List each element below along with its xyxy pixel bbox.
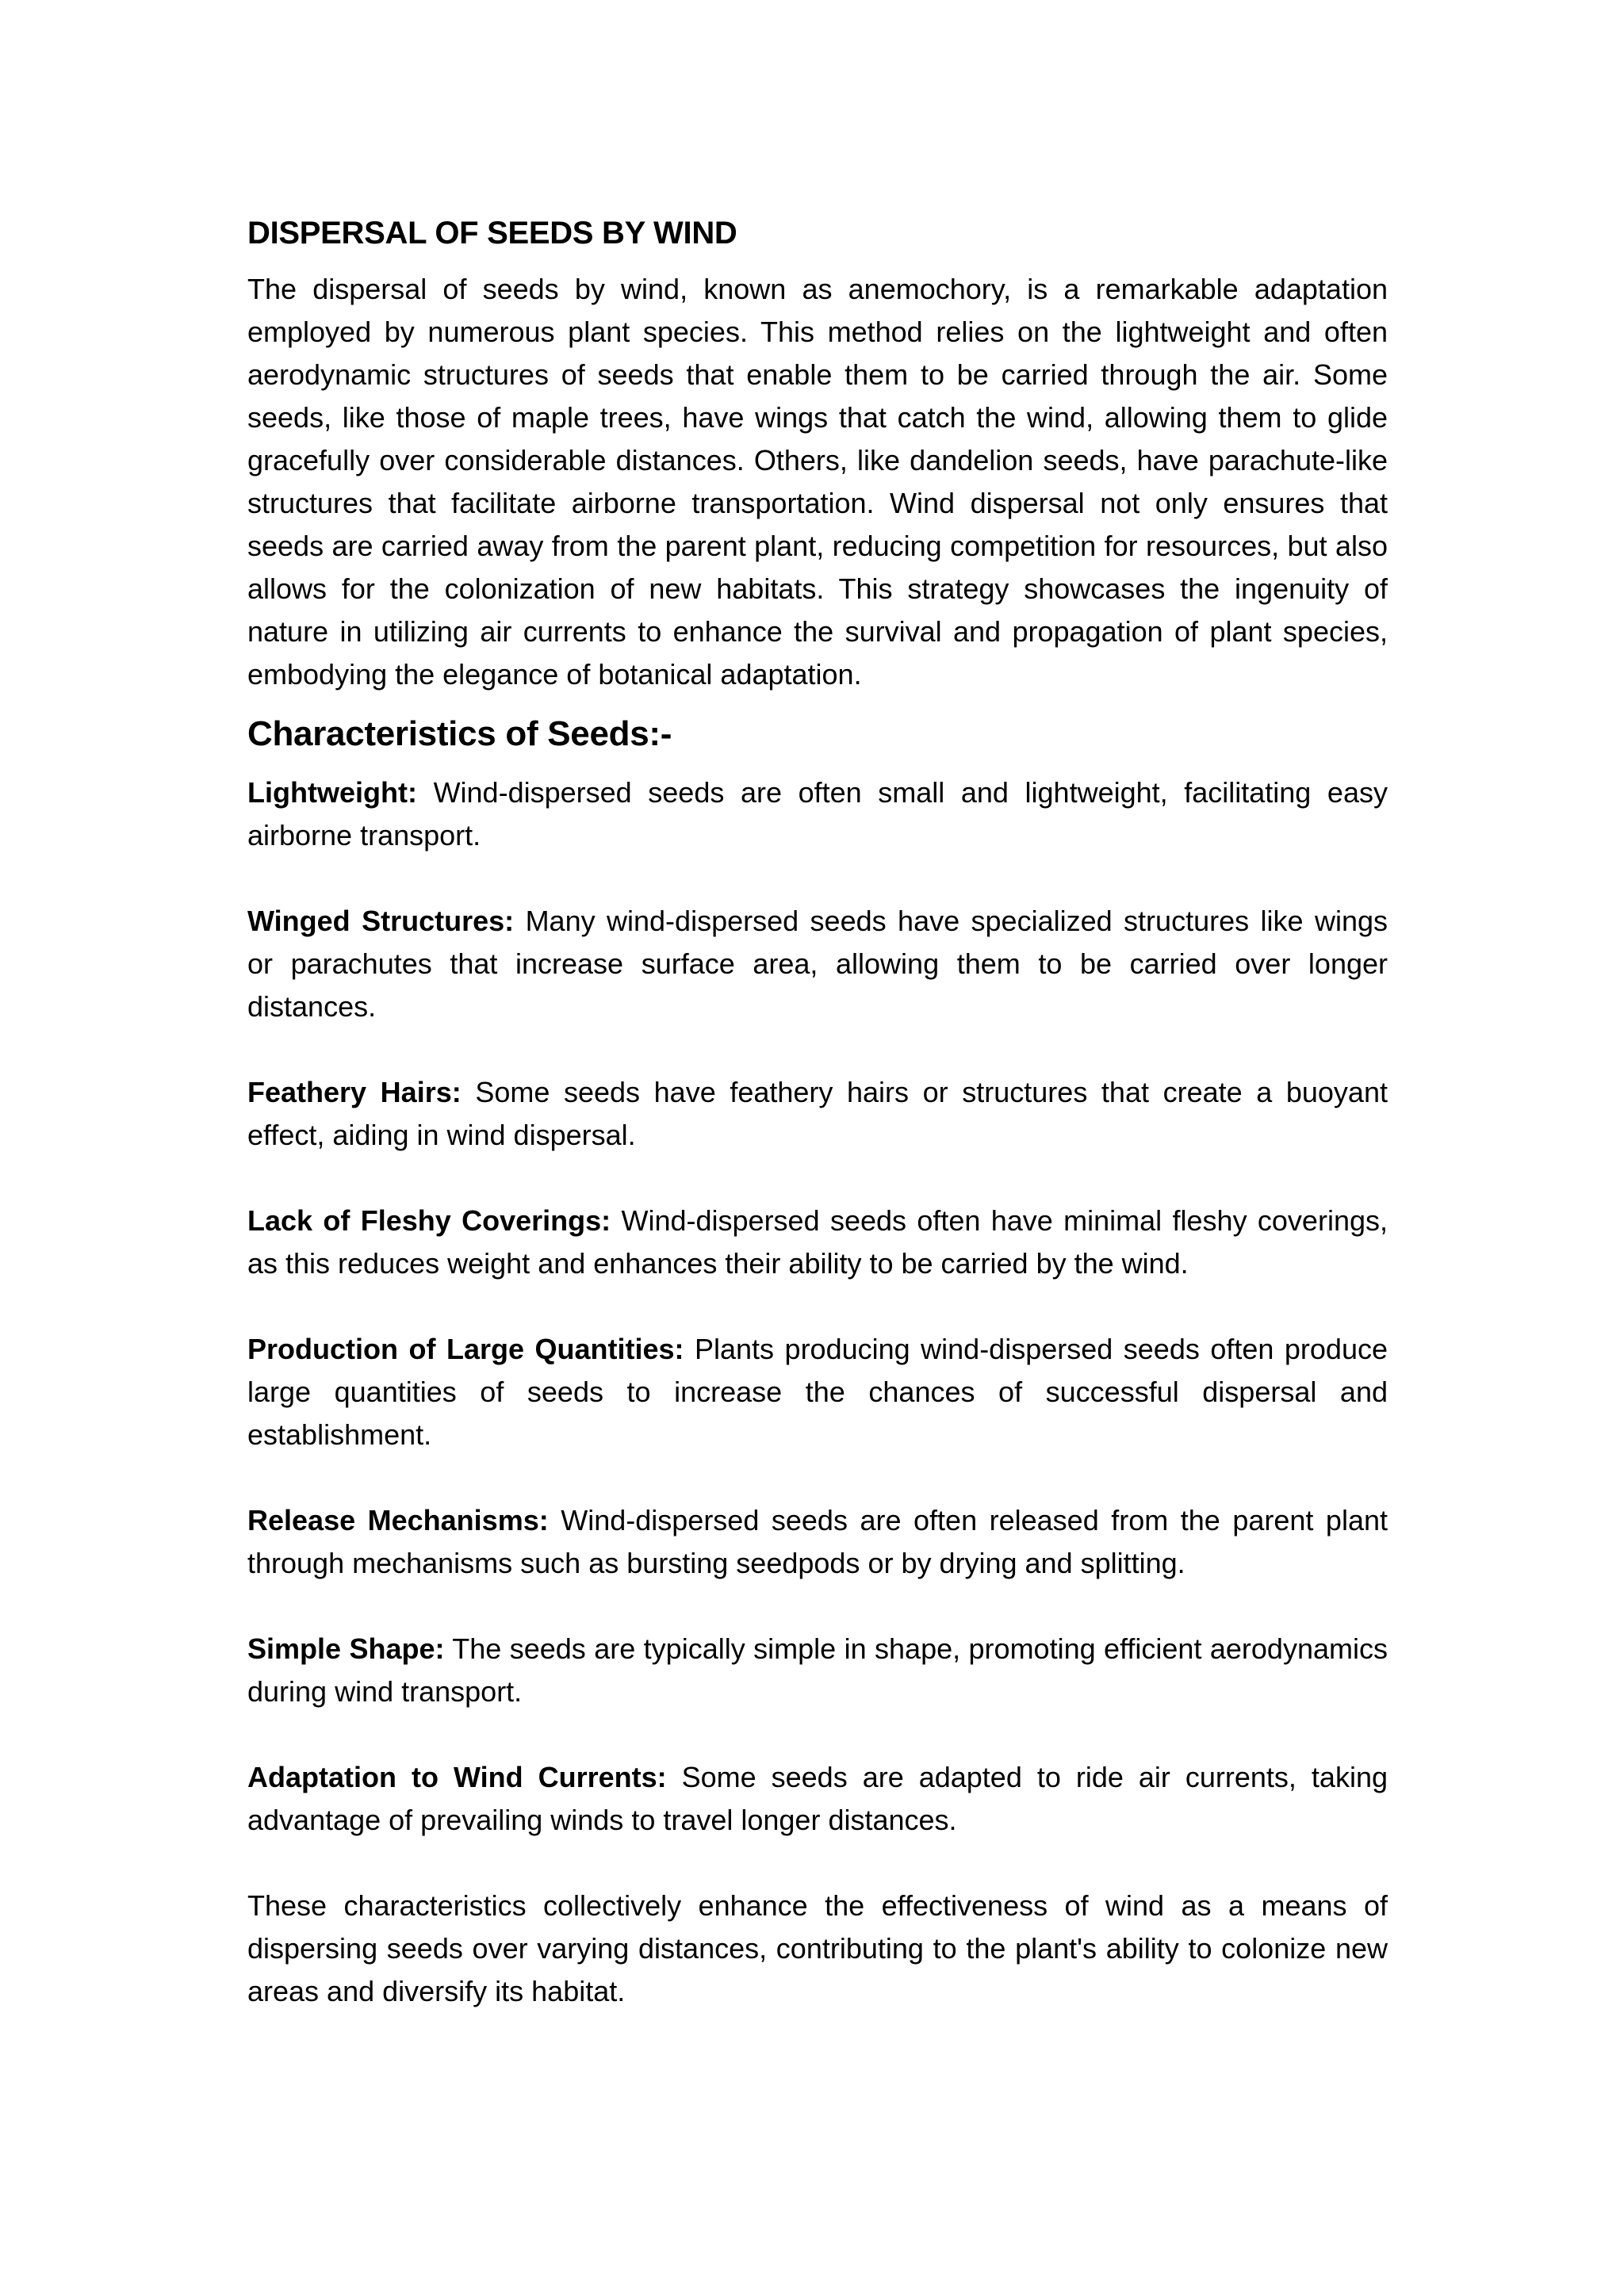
characteristic-simple-shape: [247, 1628, 1388, 1713]
characteristic-term: Adaptation to Wind Currents:: [247, 1760, 667, 1793]
characteristic-text: Plants producing wind-dispersed seeds often produce large quantities of seeds to increase the chances of successful dispersal and establishment.: [247, 1332, 1388, 1451]
characteristic-text: The seeds are typically simple in shape, promoting efficient aerodynamics during wind transport.: [247, 1632, 1388, 1708]
characteristic-term: Feathery Hairs:: [247, 1075, 462, 1108]
characteristic-adaptation-to-wind-currents: [247, 1756, 1388, 1842]
characteristic-lightweight: [247, 771, 1388, 857]
characteristic-winged-structures: [247, 900, 1388, 1028]
characteristic-term: Lightweight:: [247, 775, 417, 809]
characteristic-text: Wind-dispersed seeds are often released from the parent plant through mechanisms such as bursting seedpods or by drying and splitting.: [247, 1503, 1388, 1579]
characteristics-list: [247, 771, 1388, 1842]
characteristic-text: Some seeds are adapted to ride air currents, taking advantage of prevailing winds to travel longer distances.: [247, 1760, 1388, 1836]
characteristic-term: Winged Structures:: [247, 904, 515, 937]
conclusion-paragraph: These characteristics collectively enhance the effectiveness of wind as a means of dispersing seeds over varying distances, contributing to the plant's ability to colonize new areas and diversify its habitat.: [247, 1888, 1388, 2007]
characteristic-feathery-hairs: [247, 1071, 1388, 1157]
characteristic-release-mechanisms: [247, 1499, 1388, 1585]
characteristic-production-of-large-quantities: [247, 1328, 1388, 1456]
characteristic-text: Many wind-dispersed seeds have specialized structures like wings or parachutes that increase surface area, allowing them to be carried over longer distances.: [247, 904, 1388, 1023]
characteristic-term: Production of Large Quantities:: [247, 1332, 684, 1365]
document-page: [247, 214, 1388, 2013]
characteristic-term: Simple Shape:: [247, 1632, 445, 1665]
characteristic-term: Release Mechanisms:: [247, 1503, 549, 1536]
intro-paragraph: The dispersal of seeds by wind, known as anemochory, is a remarkable adaptation employed by numerous plant species. This method relies on the lightweight and often aerodynamic structures of seeds that enable them to be carried through the air. Some seeds, like those of maple trees, have wings that catch the wind, allowing them to glide gracefully over considerable distances. Others, like dandelion seeds, have parachute-like structures that facilitate airborne transportation. Wind dispersal not only ensures that seeds are carried away from the parent plant, reducing competition for resources, but also allows for the colonization of new habitats. This strategy showcases the ingenuity of nature in utilizing air currents to enhance the survival and propagation of plant species, embodying the elegance of botanical adaptation.: [247, 273, 1388, 691]
characteristic-text: Wind-dispersed seeds are often small and lightweight, facilitating easy airborne transport.: [247, 775, 1388, 851]
characteristic-lack-of-fleshy-coverings: [247, 1200, 1388, 1285]
characteristic-text: Some seeds have feathery hairs or structures that create a buoyant effect, aiding in wind dispersal.: [247, 1075, 1388, 1151]
characteristics-heading: Characteristics of Seeds:-: [247, 714, 672, 753]
characteristic-term: Lack of Fleshy Coverings:: [247, 1203, 611, 1237]
characteristic-text: Wind-dispersed seeds often have minimal fleshy coverings, as this reduces weight and enhances their ability to be carried by the wind.: [247, 1203, 1388, 1280]
document-title: DISPERSAL OF SEEDS BY WIND: [247, 216, 737, 251]
